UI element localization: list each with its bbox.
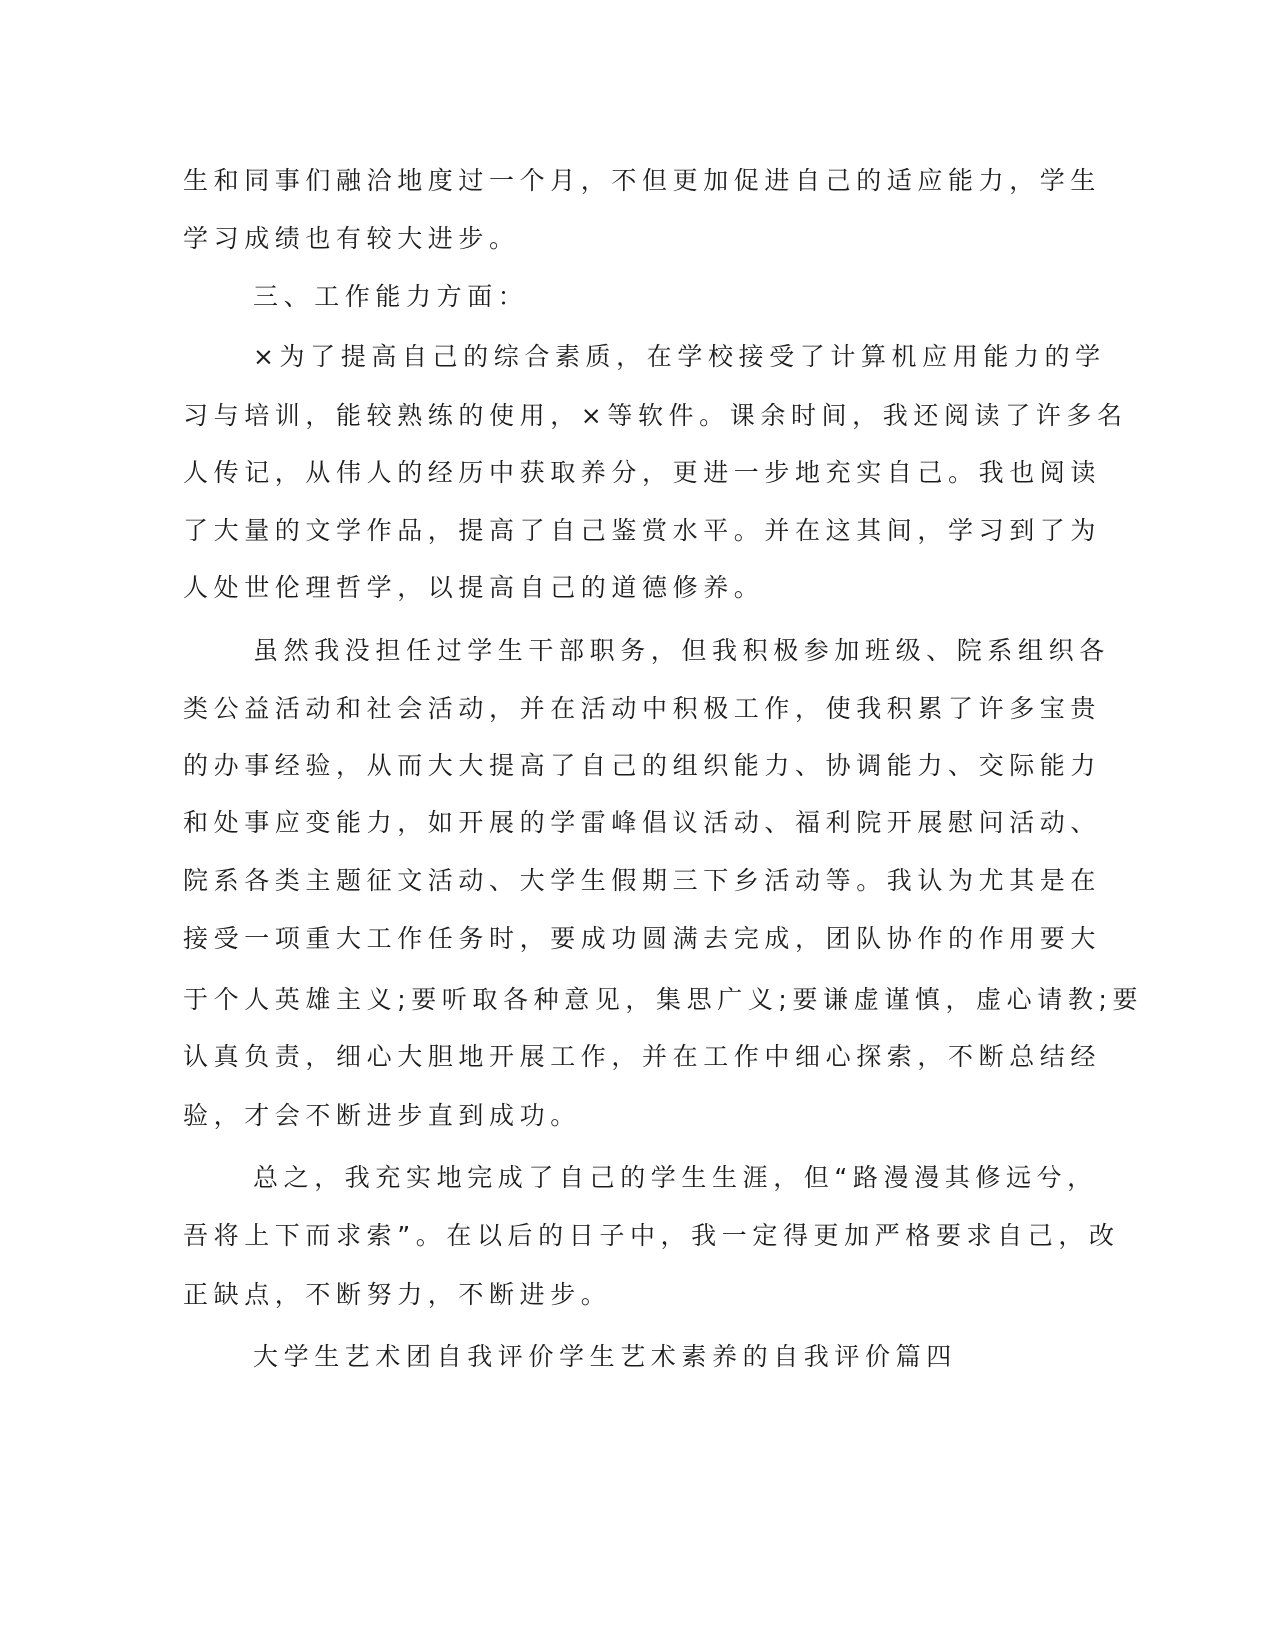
paragraph-line: 接受一项重大工作任务时，要成功圆满去完成，团队协作的作用要大 [183, 924, 1102, 953]
paragraph-line: 生和同事们融洽地度过一个月，不但更加促进自己的适应能力，学生 [183, 166, 1102, 195]
paragraph-line: 和处事应变能力，如开展的学雷峰倡议活动、福利院开展慰问活动、 [183, 808, 1102, 837]
paragraph-line: 虽然我没担任过学生干部职务，但我积极参加班级、院系组织各 [253, 636, 1110, 665]
paragraph-line: 总之，我充实地完成了自己的学生生涯，但“路漫漫其修远兮， [253, 1163, 1098, 1192]
paragraph-line: 认真负责，细心大胆地开展工作，并在工作中细心探索，不断总结经 [183, 1042, 1102, 1071]
paragraph-line: 了大量的文学作品，提高了自己鉴赏水平。并在这其间，学习到了为 [183, 516, 1102, 545]
paragraph-line: 院系各类主题征文活动、大学生假期三下乡活动等。我认为尤其是在 [183, 866, 1102, 895]
paragraph-line: 类公益活动和社会活动，并在活动中积极工作，使我积累了许多宝贵 [183, 694, 1102, 723]
paragraph-line: ×为了提高自己的综合素质，在学校接受了计算机应用能力的学 [253, 342, 1106, 371]
paragraph-line: 验，才会不断进步直到成功。 [183, 1101, 581, 1130]
section-title: 大学生艺术团自我评价学生艺术素养的自我评价篇四 [253, 1342, 957, 1371]
paragraph-line: 于个人英雄主义;要听取各种意见，集思广义;要谦虚谨慎，虚心请教;要 [183, 985, 1144, 1014]
paragraph-line: 学习成绩也有较大进步。 [183, 224, 520, 253]
section-heading: 三、工作能力方面： [253, 282, 529, 311]
paragraph-line: 正缺点，不断努力，不断进步。 [183, 1280, 612, 1309]
paragraph-line: 人处世伦理哲学，以提高自己的道德修养。 [183, 573, 765, 602]
paragraph-line: 的办事经验，从而大大提高了自己的组织能力、协调能力、交际能力 [183, 751, 1102, 780]
paragraph-line: 习与培训，能较熟练的使用，×等软件。课余时间，我还阅读了许多名 [183, 401, 1128, 430]
paragraph-line: 人传记，从伟人的经历中获取养分，更进一步地充实自己。我也阅读 [183, 458, 1102, 487]
paragraph-line: 吾将上下而求索”。在以后的日子中，我一定得更加严格要求自己，改 [183, 1221, 1120, 1250]
